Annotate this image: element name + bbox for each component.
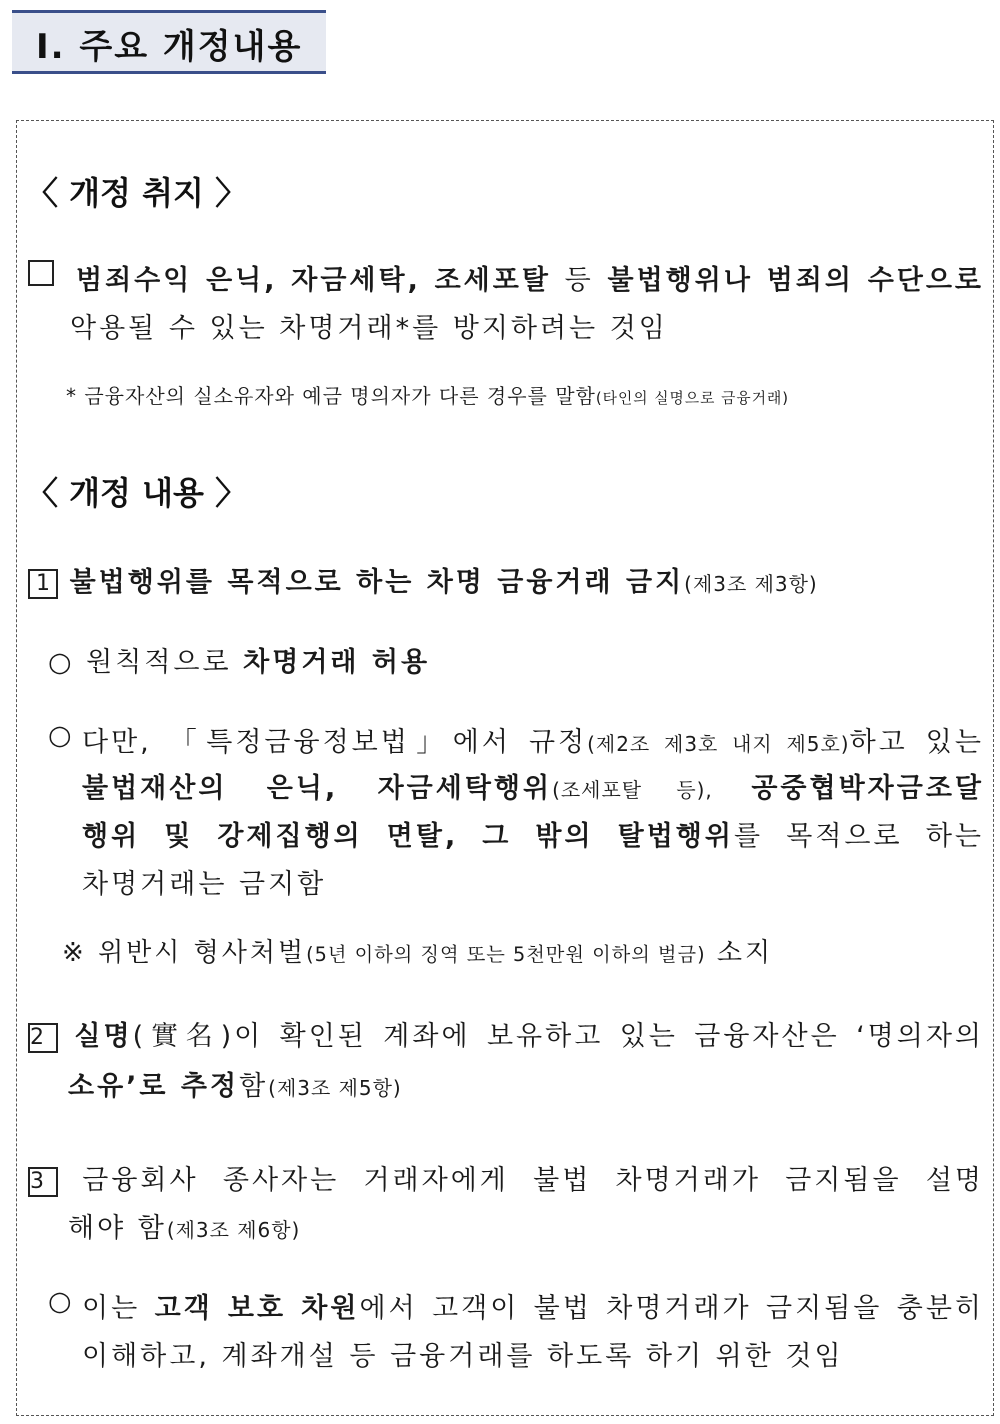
purpose-word: 등: [564, 265, 594, 296]
item-3-ref: (제3조 제6항): [166, 1218, 301, 1242]
item-2-hanja: (實名): [132, 1021, 235, 1052]
purpose-word: 은닉,: [206, 265, 278, 296]
item-3-text: 금융회사 종사자는 거래자에게 불법 차명거래가 금지됨을 설명: [82, 1165, 984, 1196]
item-1-bullet-2-line-3: [82, 814, 984, 853]
item-3-line-1: [28, 1158, 984, 1197]
item-3-bullet-line-1: [82, 1286, 984, 1325]
purpose-word: 불법행위나: [607, 265, 753, 296]
bullet-1-text: 원칙적으로: [86, 647, 244, 678]
item-3-bullet-text: 이는: [82, 1293, 155, 1324]
bullet-2-ref: (제2조 제3호 내지 제5호): [587, 732, 850, 756]
content-heading: 〈 개정 내용 〉: [26, 474, 248, 512]
item-1-text: 불법행위를 목적으로 하는 차명 금융거래 금지: [69, 567, 685, 598]
item-3-number: 3: [28, 1167, 58, 1197]
item-1-note: [62, 932, 773, 969]
item-3-bullet-line-2: 이해하고, 계좌개설 등 금융거래를 하도록 하기 위한 것임: [82, 1341, 844, 1372]
purpose-note-paren: (타인의 실명으로 금융거래): [595, 390, 790, 407]
item-2-number: 2: [28, 1023, 58, 1053]
purpose-note-text: * 금융자산의 실소유자와 예금 명의자가 다른 경우를 말함: [66, 384, 596, 408]
section-title: Ⅰ. 주요 개정내용: [36, 27, 303, 67]
bullet-2-text: 하고 있는: [849, 727, 984, 758]
purpose-word: 수단으로: [867, 265, 984, 296]
bullet-2-ref: (조세포탈 등),: [552, 778, 713, 802]
item-2-text: 이 확인된 계좌에 보유하고 있는 금융자산은 ‘명의자의: [234, 1021, 984, 1052]
bullet-2-bold: 불법재산의 은닉, 자금세탁행위: [82, 773, 553, 804]
item-2-line-1: [28, 1014, 984, 1053]
item-3-bullet-bold: 고객 보호 차원: [154, 1293, 360, 1324]
item-2-line-2: [68, 1064, 402, 1103]
item-2-ref: (제3조 제5항): [268, 1076, 402, 1100]
item-1-ref: (제3조 제3항): [684, 572, 818, 596]
item-1-bullet-2-line-1: [82, 720, 984, 759]
item-1-number: 1: [28, 569, 58, 599]
note-text: 위반시 형사처벌: [98, 938, 307, 968]
bullet-2-bold: 행위 및 강제집행의 면탈, 그 밖의 탈법행위: [82, 821, 734, 852]
note-paren: (5년 이하의 징역 또는 5천만원 이하의 벌금): [306, 943, 706, 966]
item-2-text: 함: [239, 1071, 269, 1102]
item-2-bold: 실명: [74, 1021, 133, 1052]
purpose-word: 조세포탈: [434, 265, 551, 296]
purpose-heading: 〈 개정 취지 〉: [26, 174, 248, 212]
note-marker: ※: [62, 938, 87, 968]
bullet-1-bold: 차명거래 허용: [243, 647, 431, 678]
checkbox-box: [28, 260, 54, 286]
item-3-text: 해야 함: [68, 1213, 167, 1244]
item-3-bullet-text: 에서 고객이 불법 차명거래가 금지됨을 충분히: [359, 1293, 984, 1324]
item-3-bullet-marker: ○: [48, 1286, 75, 1317]
item-3-line-2: [68, 1206, 300, 1245]
item-1-bullet-2-line-2: [82, 766, 984, 805]
purpose-word: 범죄의: [766, 265, 854, 296]
purpose-word: 자금세탁,: [291, 265, 421, 296]
bullet-2-bold: 공중협박자금조달: [751, 773, 984, 804]
item-1-bullet-2-marker: ○: [48, 720, 75, 751]
note-text: 소지: [705, 938, 774, 968]
purpose-line-1: [76, 258, 984, 297]
section-header-box: [12, 10, 326, 74]
bullet-marker: ○: [48, 647, 75, 678]
bullet-2-text: 를 목적으로 하는: [733, 821, 984, 852]
checkbox-square-icon: [28, 260, 54, 291]
purpose-note: [66, 380, 789, 409]
item-1-bullet-2-line-4: 차명거래는 금지함: [82, 869, 327, 900]
item-1-line: [28, 560, 818, 599]
purpose-line-2: 악용될 수 있는 차명거래*를 방지하려는 것임: [70, 313, 668, 344]
item-1-bullet-1: [48, 640, 430, 679]
item-2-bold: 소유’로 추정: [68, 1071, 240, 1102]
bullet-2-text: 다만, 「특정금융정보법」에서 규정: [82, 727, 588, 758]
purpose-word: 범죄수익: [76, 265, 193, 296]
